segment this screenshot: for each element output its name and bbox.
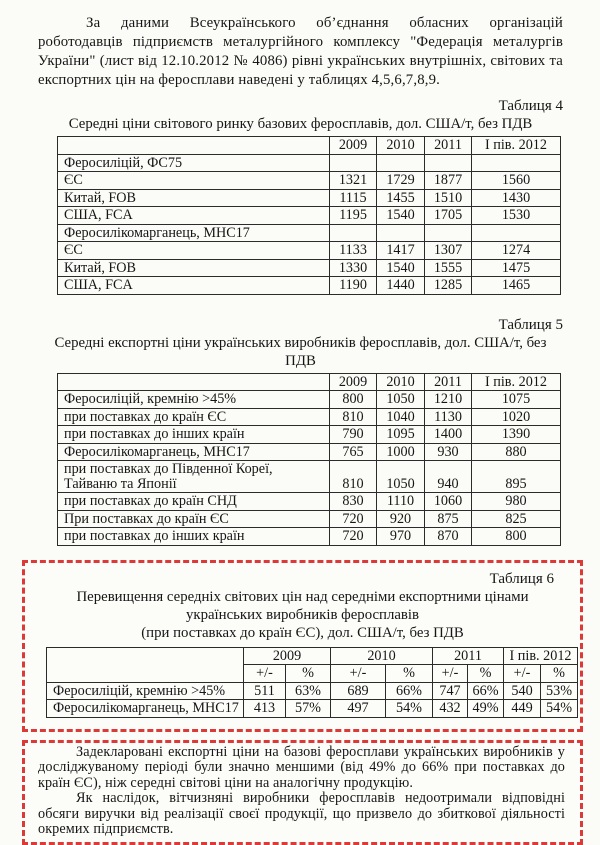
cell-value: [330, 224, 377, 242]
cell-value: 790: [330, 426, 377, 444]
table-row: [58, 259, 561, 277]
cell-value: 1274: [472, 242, 561, 260]
cell-value: 1430: [472, 189, 561, 207]
column-header-empty: [58, 137, 330, 155]
table-row: [58, 391, 561, 409]
table-row: [58, 277, 561, 295]
cell-value: 825: [472, 510, 561, 528]
cell-value: 1000: [377, 443, 425, 461]
cell-value: 830: [330, 493, 377, 511]
table-row: [58, 172, 561, 190]
row-label: Китай, FOB: [58, 189, 330, 207]
cell-value: 497: [331, 700, 386, 718]
row-label: Феросиліцій, кремнію >45%: [47, 682, 244, 700]
row-label: США, FCA: [58, 207, 330, 225]
table4-title: Середні ціни світового ринку базових феросплавів, дол. США/т, без ПДВ: [38, 115, 563, 133]
cell-value: 1060: [425, 493, 472, 511]
column-header-h1-2012: І пів. 2012: [472, 373, 561, 391]
table-row: [58, 493, 561, 511]
row-label: при поставках до країн СНД: [58, 493, 330, 511]
cell-value: 1465: [472, 277, 561, 295]
table-row: [47, 682, 578, 700]
cell-value: [472, 224, 561, 242]
table-header-row: [58, 137, 561, 155]
cell-value: 765: [330, 443, 377, 461]
cell-value: 1530: [472, 207, 561, 225]
cell-value: 540: [504, 682, 541, 700]
cell-value: 1210: [425, 391, 472, 409]
row-label: При поставках до країн ЄС: [58, 510, 330, 528]
table6-label: Таблиця 6: [25, 570, 580, 588]
row-label: ЄС: [58, 242, 330, 260]
cell-value: 1075: [472, 391, 561, 409]
cell-value: [377, 154, 425, 172]
row-label: Феросиліцій, ФС75: [58, 154, 330, 172]
cell-value: 1307: [425, 242, 472, 260]
subheader-abs: +/-: [504, 665, 541, 683]
cell-value: 1510: [425, 189, 472, 207]
table-row: [58, 224, 561, 242]
row-label: Китай, FOB: [58, 259, 330, 277]
conclusion-highlight-box: [22, 740, 583, 845]
subheader-pct: %: [386, 665, 433, 683]
table4-label: Таблиця 4: [38, 97, 563, 115]
cell-value: 720: [330, 510, 377, 528]
year-group-h1-2012: І пів. 2012: [504, 647, 578, 665]
cell-value: 720: [330, 528, 377, 546]
cell-value: 413: [244, 700, 286, 718]
cell-value: 1050: [377, 461, 425, 493]
cell-value: [425, 154, 472, 172]
table6-price-excess: [46, 647, 578, 718]
row-label: Феросиліцій, кремнію >45%: [58, 391, 330, 409]
row-label: Феросилікомарганець, МНС17: [47, 700, 244, 718]
cell-value: 800: [330, 391, 377, 409]
table5-label: Таблиця 5: [38, 316, 563, 334]
column-header-2009: 2009: [330, 373, 377, 391]
table-row: [47, 700, 578, 718]
cell-value: 1540: [377, 207, 425, 225]
cell-value: [330, 154, 377, 172]
cell-value: 1877: [425, 172, 472, 190]
cell-value: 875: [425, 510, 472, 528]
column-header-empty: [47, 647, 244, 682]
cell-value: 1130: [425, 408, 472, 426]
cell-value: 810: [330, 461, 377, 493]
table-row: [58, 207, 561, 225]
cell-value: 800: [472, 528, 561, 546]
cell-value: 1455: [377, 189, 425, 207]
cell-value: 449: [504, 700, 541, 718]
cell-value: 810: [330, 408, 377, 426]
cell-value: 57%: [286, 700, 331, 718]
cell-value: 63%: [286, 682, 331, 700]
cell-value: 1560: [472, 172, 561, 190]
cell-value: 870: [425, 528, 472, 546]
cell-value: 1440: [377, 277, 425, 295]
table-row: [58, 426, 561, 444]
table5-export-prices: [57, 373, 561, 546]
cell-value: 920: [377, 510, 425, 528]
cell-value: 880: [472, 443, 561, 461]
year-group-2011: 2011: [433, 647, 504, 665]
cell-value: 1705: [425, 207, 472, 225]
table-row: [58, 528, 561, 546]
cell-value: 895: [472, 461, 561, 493]
subheader-abs: +/-: [433, 665, 468, 683]
cell-value: 1540: [377, 259, 425, 277]
cell-value: 1133: [330, 242, 377, 260]
cell-value: [377, 224, 425, 242]
cell-value: 53%: [541, 682, 578, 700]
column-header-2011: 2011: [425, 373, 472, 391]
subheader-pct: %: [286, 665, 331, 683]
year-group-2010: 2010: [331, 647, 433, 665]
column-header-2010: 2010: [377, 137, 425, 155]
table-header-row-years: [47, 647, 578, 665]
cell-value: 1020: [472, 408, 561, 426]
table-row: [58, 189, 561, 207]
cell-value: 66%: [468, 682, 504, 700]
cell-value: 1417: [377, 242, 425, 260]
cell-value: 54%: [541, 700, 578, 718]
table5-title: Середні експортні ціни українських виробників феросплавів, дол. США/т, без ПДВ: [38, 334, 563, 370]
table-row: [58, 443, 561, 461]
subheader-abs: +/-: [331, 665, 386, 683]
row-label: ЄС: [58, 172, 330, 190]
table-header-row: [58, 373, 561, 391]
row-label: США, FCA: [58, 277, 330, 295]
table-row: [58, 408, 561, 426]
cell-value: 432: [433, 700, 468, 718]
cell-value: 1285: [425, 277, 472, 295]
subheader-abs: +/-: [244, 665, 286, 683]
cell-value: 970: [377, 528, 425, 546]
cell-value: [472, 154, 561, 172]
column-header-2010: 2010: [377, 373, 425, 391]
table6-title-line2: (при поставках до країн ЄС), дол. США/т, без ПДВ: [66, 624, 540, 642]
row-label: при поставках до Південної Кореї, Тайваню та Японії: [58, 461, 330, 493]
cell-value: 1475: [472, 259, 561, 277]
cell-value: 1115: [330, 189, 377, 207]
row-label: при поставках до інших країн: [58, 528, 330, 546]
cell-value: 940: [425, 461, 472, 493]
table-row: [58, 242, 561, 260]
cell-value: 1040: [377, 408, 425, 426]
cell-value: 747: [433, 682, 468, 700]
cell-value: 1390: [472, 426, 561, 444]
cell-value: 980: [472, 493, 561, 511]
cell-value: [425, 224, 472, 242]
cell-value: 54%: [386, 700, 433, 718]
cell-value: 1555: [425, 259, 472, 277]
row-label: Феросилікомарганець, МНС17: [58, 443, 330, 461]
table4-world-prices: [57, 136, 561, 295]
cell-value: 49%: [468, 700, 504, 718]
cell-value: 1321: [330, 172, 377, 190]
column-header-2011: 2011: [425, 137, 472, 155]
cell-value: 66%: [386, 682, 433, 700]
row-label: Феросилікомарганець, МНС17: [58, 224, 330, 242]
column-header-h1-2012: І пів. 2012: [472, 137, 561, 155]
cell-value: 1110: [377, 493, 425, 511]
table-row: [58, 461, 561, 493]
table-row: [58, 154, 561, 172]
row-label: при поставках до інших країн: [58, 426, 330, 444]
cell-value: 1190: [330, 277, 377, 295]
conclusion-paragraph-1: Задекларовані експортні ціни на базові феросплави українських виробників у досліджуваному періоді були значно меншими (від 49% до 66% при поставках до країн ЄС), ніж середні світові ціни на аналогічну продукцію.: [38, 745, 565, 792]
column-header-empty: [58, 373, 330, 391]
subheader-pct: %: [468, 665, 504, 683]
subheader-pct: %: [541, 665, 578, 683]
cell-value: 689: [331, 682, 386, 700]
cell-value: 1729: [377, 172, 425, 190]
table6-title-line1: Перевищення середніх світових цін над середніми експортними цінами українських виробників феросплавів: [66, 588, 540, 624]
cell-value: 1195: [330, 207, 377, 225]
cell-value: 930: [425, 443, 472, 461]
cell-value: 1095: [377, 426, 425, 444]
cell-value: 1050: [377, 391, 425, 409]
table-row: [58, 510, 561, 528]
year-group-2009: 2009: [244, 647, 331, 665]
intro-paragraph: За даними Всеукраїнського об’єднання обласних організацій роботодавців підприємств металургійного комплексу "Федерація металургів України" (лист від 12.10.2012 № 4086) рівні українських внутрішніх, світових та експортних цін на феросплави наведені у таблицях 4,5,6,7,8,9.: [38, 14, 563, 90]
table6-highlight-box: [22, 560, 583, 732]
column-header-2009: 2009: [330, 137, 377, 155]
cell-value: 511: [244, 682, 286, 700]
row-label: при поставках до країн ЄС: [58, 408, 330, 426]
cell-value: 1330: [330, 259, 377, 277]
conclusion-paragraph-2: Як наслідок, вітчизняні виробники феросплавів недоотримали відповідні обсяги виручки від реалізації своєї продукції, що призвело до збиткової діяльності окремих підприємств.: [38, 791, 565, 838]
cell-value: 1400: [425, 426, 472, 444]
